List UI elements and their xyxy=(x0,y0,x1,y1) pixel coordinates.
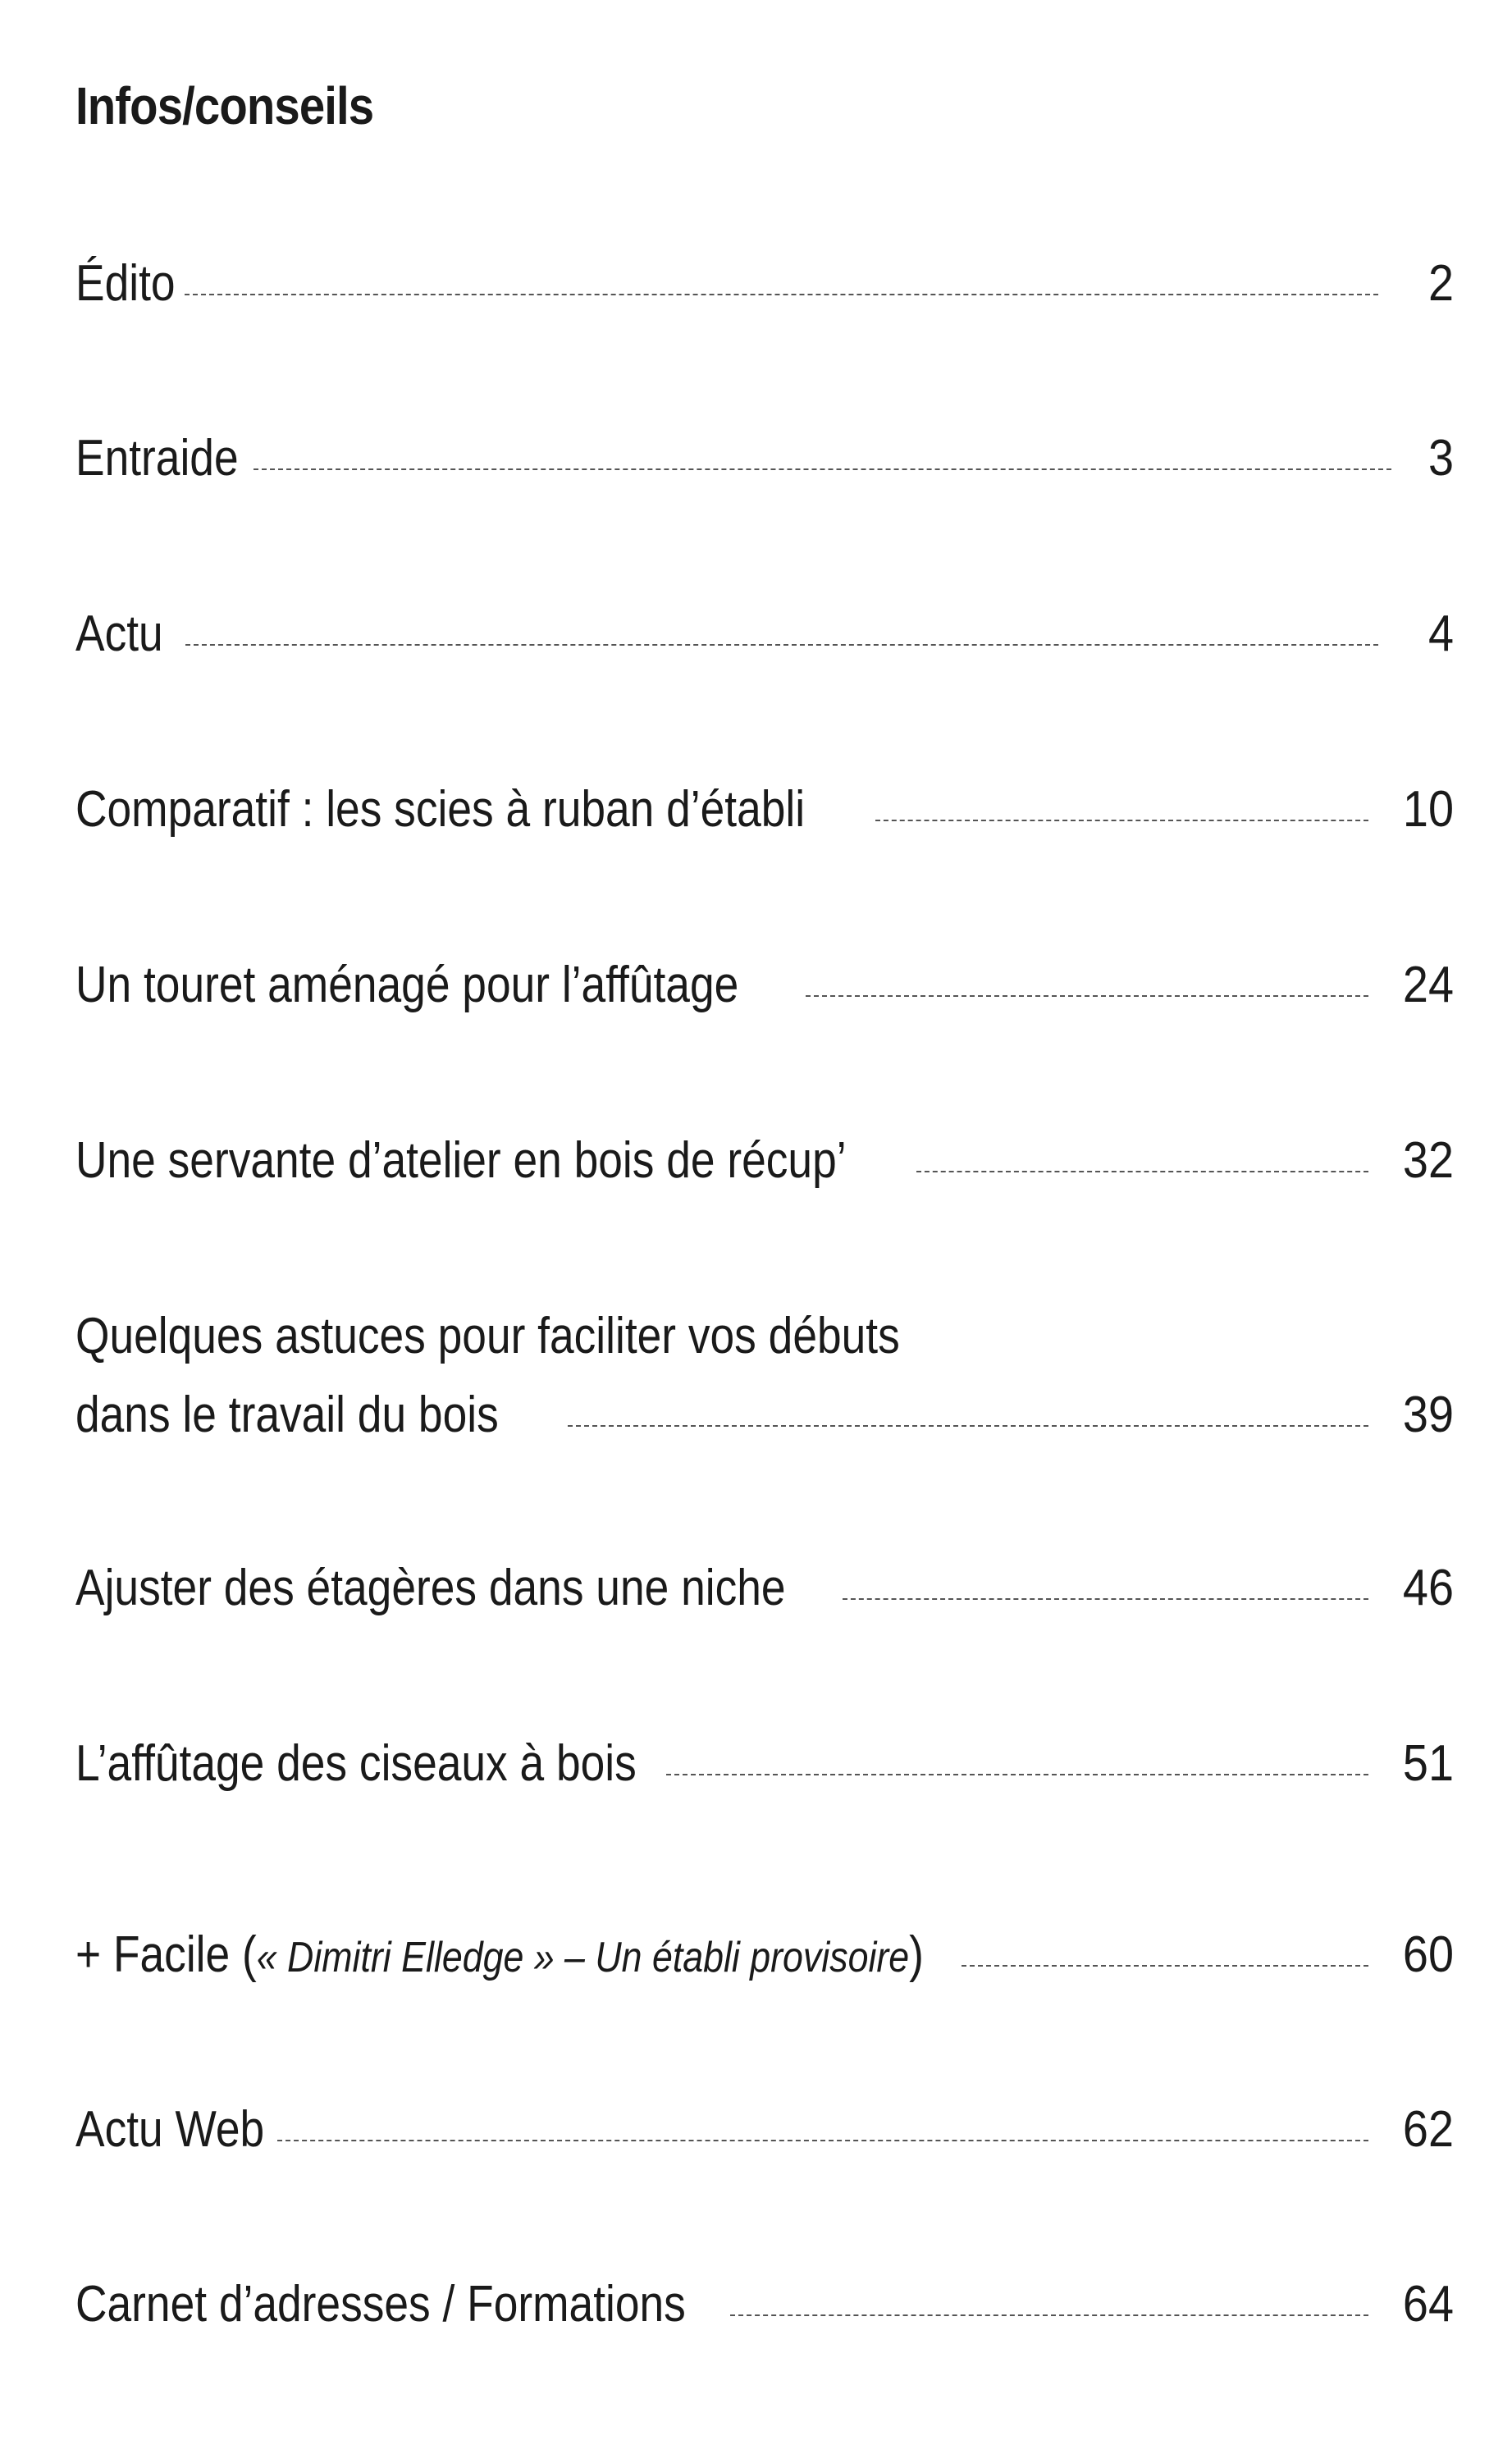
toc-entry-etageres[interactable] xyxy=(75,1560,1454,1616)
toc-entry-title: Actu Web xyxy=(75,2101,265,2158)
dotted-leader xyxy=(962,1965,1368,1967)
dotted-leader xyxy=(806,995,1368,997)
toc-entry-title: Ajuster des étagères dans une niche xyxy=(75,1560,786,1616)
toc-entry-page: 10 xyxy=(1402,781,1454,838)
toc-entry-title-suffix: ) xyxy=(909,1926,924,1983)
section-heading: Infos/conseils xyxy=(75,76,374,135)
toc-entry-page: 62 xyxy=(1402,2101,1454,2158)
toc-entry-page: 3 xyxy=(1427,430,1454,487)
toc-entry-page: 60 xyxy=(1402,1926,1454,1983)
toc-entry-facile[interactable] xyxy=(75,1926,1454,1983)
toc-entry-page: 39 xyxy=(1402,1387,1454,1443)
toc-entry-title: Entraide xyxy=(75,430,239,487)
toc-entry-ciseaux[interactable] xyxy=(75,1735,1454,1792)
toc-entry-title xyxy=(75,1926,924,1983)
toc-entry-touret[interactable] xyxy=(75,957,1454,1013)
toc-entry-entraide[interactable] xyxy=(75,430,1454,487)
dotted-leader xyxy=(875,820,1368,821)
toc-entry-carnet[interactable] xyxy=(75,2276,1454,2333)
toc-entry-title-italic: « Dimitri Elledge » – Un établi provisoire xyxy=(256,1934,910,1981)
toc-entry-title: Une servante d’atelier en bois de récup’ xyxy=(75,1132,847,1189)
dotted-leader xyxy=(254,468,1391,470)
toc-entry-actu[interactable] xyxy=(75,605,1454,662)
dotted-leader xyxy=(568,1425,1368,1427)
toc-entry-title: Un touret aménagé pour l’affûtage xyxy=(75,957,739,1013)
toc-entry-page: 46 xyxy=(1402,1560,1454,1616)
toc-entry-title: Comparatif : les scies à ruban d’établi xyxy=(75,781,806,838)
dotted-leader xyxy=(843,1598,1368,1600)
dotted-leader xyxy=(730,2314,1368,2316)
toc-entry-comparatif[interactable] xyxy=(75,781,1454,838)
dotted-leader xyxy=(277,2140,1368,2141)
toc-entry-edito[interactable] xyxy=(75,255,1454,312)
toc-entry-page: 24 xyxy=(1402,957,1454,1013)
toc-entry-title-prefix: + Facile ( xyxy=(75,1926,257,1983)
toc-entry-page: 51 xyxy=(1402,1735,1454,1792)
toc-entry-page: 4 xyxy=(1427,605,1454,662)
dotted-leader xyxy=(916,1171,1368,1172)
toc-entry-title-line1: Quelques astuces pour faciliter vos débuts xyxy=(75,1308,900,1364)
toc-entry-title: L’affûtage des ciseaux à bois xyxy=(75,1735,637,1792)
toc-entry-title: dans le travail du bois xyxy=(75,1387,499,1443)
toc-entry-servante[interactable] xyxy=(75,1132,1454,1189)
dotted-leader xyxy=(185,294,1378,295)
toc-entry-page: 2 xyxy=(1427,255,1454,312)
toc-entry-page: 64 xyxy=(1402,2276,1454,2333)
toc-entry-title: Actu xyxy=(75,605,163,662)
toc-entry-title: Carnet d’adresses / Formations xyxy=(75,2276,686,2333)
toc-entry-actu-web[interactable] xyxy=(75,2101,1454,2158)
toc-entry-astuces[interactable] xyxy=(75,1308,1454,1443)
dotted-leader xyxy=(185,644,1378,646)
toc-entry-title: Édito xyxy=(75,255,176,312)
toc-entry-page: 32 xyxy=(1402,1132,1454,1189)
dotted-leader xyxy=(666,1774,1368,1775)
